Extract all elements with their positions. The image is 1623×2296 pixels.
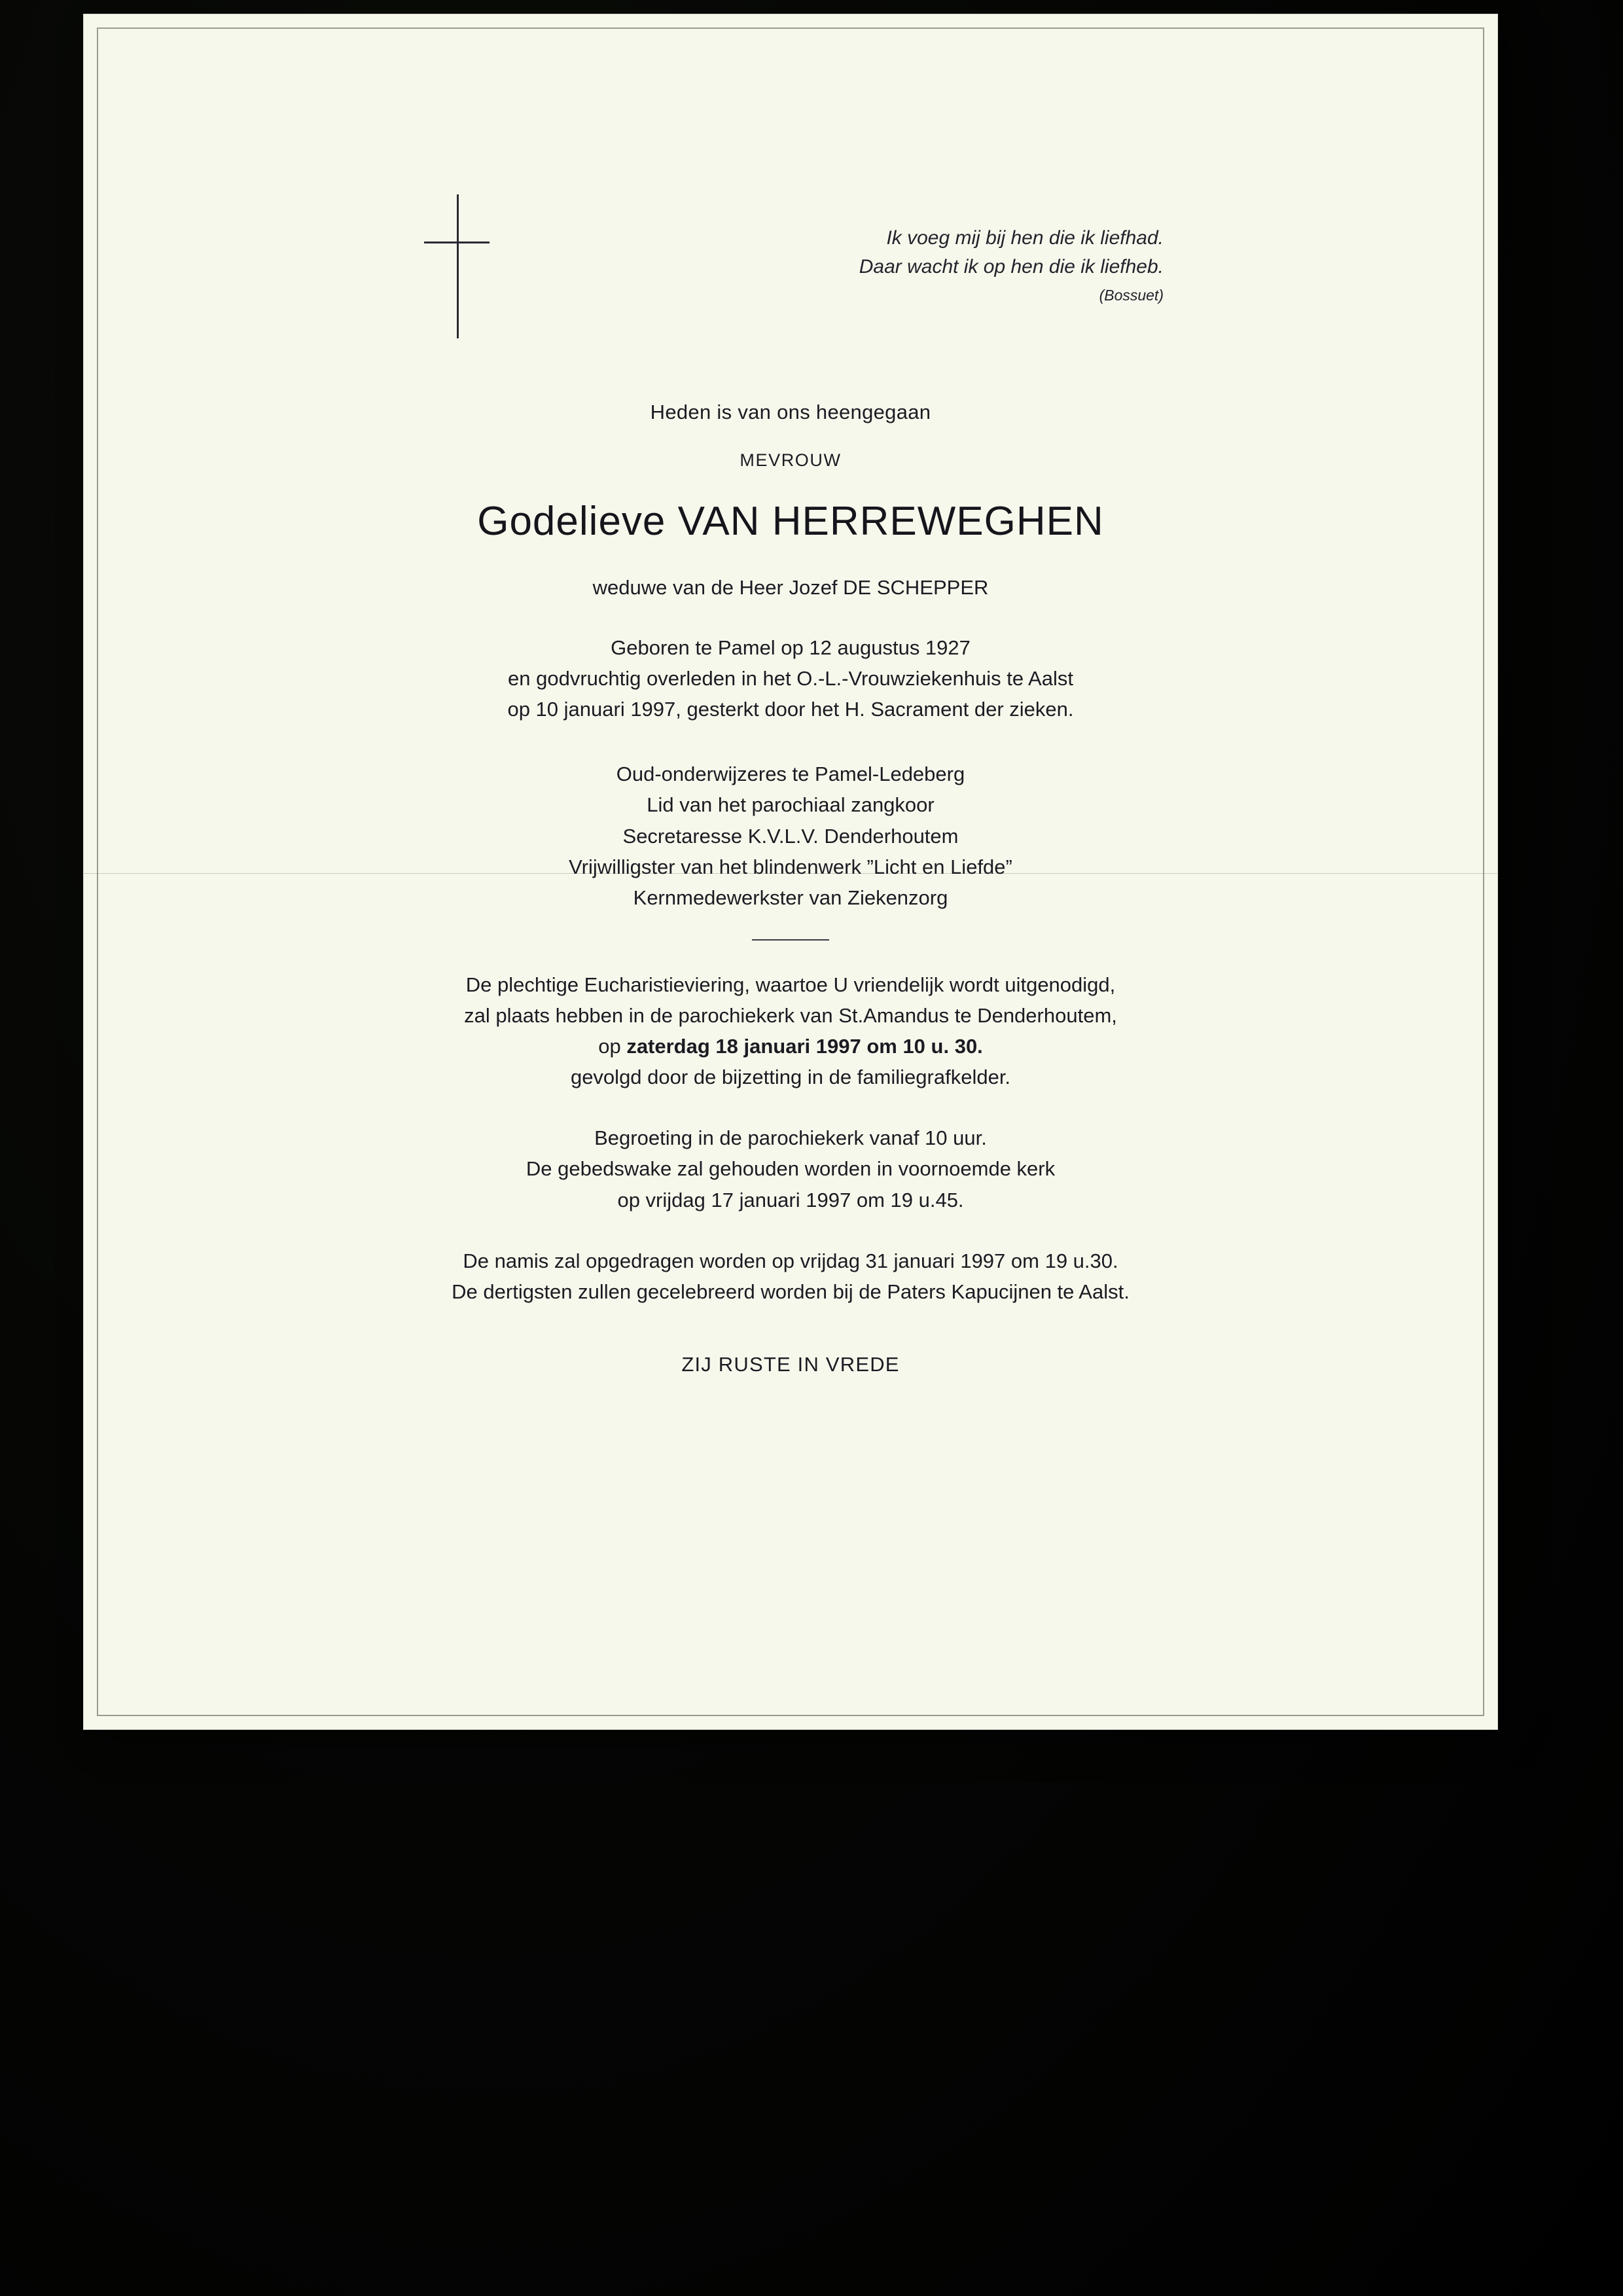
- main-text-column: [84, 401, 1497, 1376]
- birth-death-line-3: op 10 januari 1997, gesterkt door het H. Sacrament der zieken.: [507, 698, 1074, 721]
- roles-block: [84, 759, 1497, 913]
- honorific-title: MEVROUW: [740, 450, 842, 470]
- birth-death-block: [84, 632, 1497, 725]
- spouse-line: weduwe van de Heer Jozef DE SCHEPPER: [592, 576, 989, 599]
- greeting-block: [84, 1122, 1497, 1215]
- quote-line-1: Ik voeg mij bij hen die ik liefhad.: [886, 227, 1164, 249]
- role-line-3: Secretaresse K.V.L.V. Denderhoutem: [622, 824, 959, 848]
- epigraph-quote: [859, 224, 1164, 306]
- card-content: [84, 14, 1497, 1729]
- section-divider: [752, 939, 829, 941]
- service-line-1: De plechtige Eucharistieviering, waartoe U vriendelijk wordt uitgenodigd,: [465, 973, 1116, 996]
- service-line-3: [84, 1031, 1497, 1062]
- service-line-3-prefix: op: [598, 1035, 627, 1058]
- greeting-line-1: Begroeting in de parochiekerk vanaf 10 uur.: [594, 1126, 987, 1150]
- masses-line-1: De namis zal opgedragen worden op vrijdag 31 januari 1997 om 19 u.30.: [463, 1249, 1118, 1272]
- role-line-4: Vrijwilligster van het blindenwerk ”Licht en Liefde”: [569, 855, 1012, 878]
- service-block: [84, 969, 1497, 1092]
- christian-cross-icon: [424, 194, 490, 338]
- memorial-card: [84, 14, 1497, 1729]
- quote-line-2: Daar wacht ik op hen die ik liefheb.: [859, 255, 1164, 278]
- service-datetime: zaterdag 18 januari 1997 om 10 u. 30.: [626, 1035, 983, 1058]
- rest-in-peace-text: ZIJ RUSTE IN VREDE: [681, 1352, 900, 1376]
- service-line-4: gevolgd door de bijzetting in de familiegrafkelder.: [570, 1066, 1011, 1089]
- role-line-2: Lid van het parochiaal zangkoor: [647, 793, 935, 817]
- greeting-line-2: De gebedswake zal gehouden worden in voornoemde kerk: [526, 1157, 1056, 1181]
- birth-death-line-2: en godvruchtig overleden in het O.-L.-Vrouwziekenhuis te Aalst: [508, 667, 1073, 691]
- deceased-name: Godelieve VAN HERREWEGHEN: [477, 499, 1104, 544]
- quote-attribution: (Bossuet): [1099, 287, 1164, 304]
- masses-line-2: De dertigsten zullen gecelebreerd worden bij de Paters Kapucijnen te Aalst.: [452, 1280, 1130, 1303]
- greeting-line-3: op vrijdag 17 januari 1997 om 19 u.45.: [617, 1188, 964, 1211]
- role-line-5: Kernmedewerkster van Ziekenzorg: [633, 886, 948, 909]
- role-line-1: Oud-onderwijzeres te Pamel-Ledeberg: [616, 762, 965, 786]
- announcement-text: Heden is van ons heengegaan: [650, 401, 931, 423]
- service-line-2: zal plaats hebben in de parochiekerk van St.Amandus te Denderhoutem,: [464, 1003, 1117, 1027]
- birth-death-line-1: Geboren te Pamel op 12 augustus 1927: [611, 636, 971, 659]
- masses-block: [84, 1246, 1497, 1307]
